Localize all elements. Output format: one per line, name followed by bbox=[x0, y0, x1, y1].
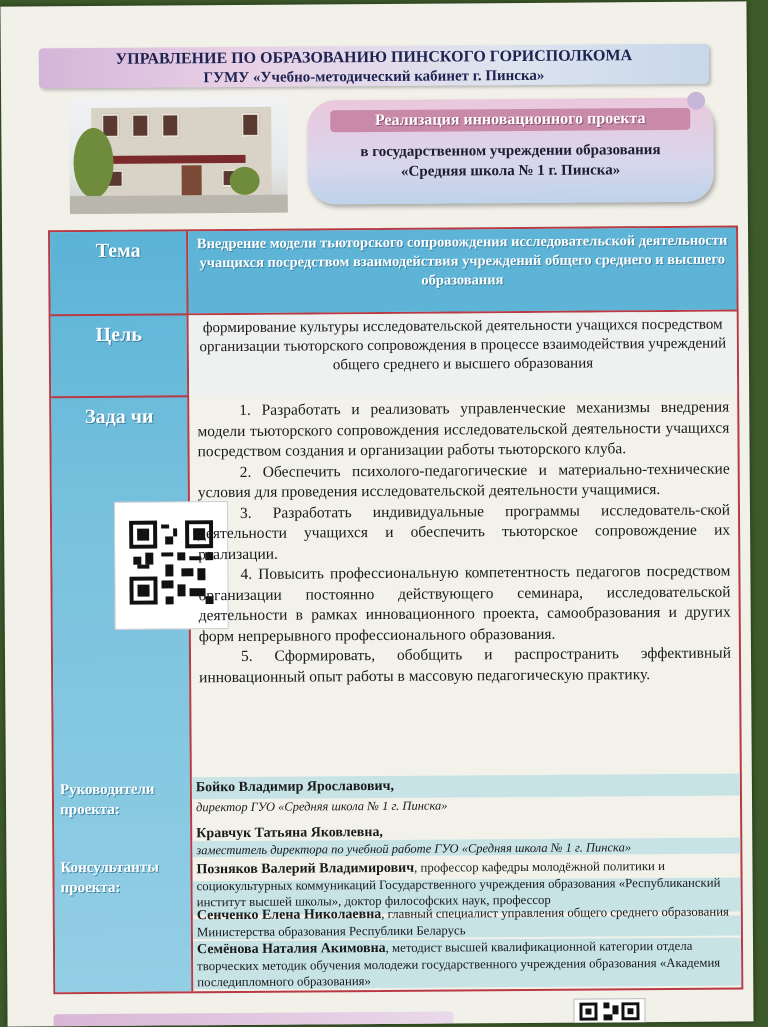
tema-label: Тема bbox=[95, 239, 141, 262]
consultant-2: Позняков Валерий Владимирович, профессор кафедры молодёжной политики и социокультурных коммуникаций Государственного учреждения образования «Республиканский институт высшей школы», доктор философских наук, профессор bbox=[196, 858, 721, 910]
leader-role: директор ГУО «Средняя школа № 1 г. Пинска» bbox=[195, 798, 448, 815]
header-line-1: УПРАВЛЕНИЕ ПО ОБРАЗОВАНИЮ ПИНСКОГО ГОРИСПОЛКОМА bbox=[115, 47, 633, 68]
poster-sheet bbox=[0, 1, 753, 1026]
consultant-1: Кравчук Татьяна Яковлевна, заместитель директора по учебной работе ГУО «Средняя школа № 1 г. Пинска» bbox=[196, 824, 632, 858]
project-subtitle-2: «Средняя школа № 1 г. Пинска» bbox=[400, 162, 621, 180]
header-banner bbox=[39, 44, 709, 89]
school-building-photo bbox=[69, 97, 288, 215]
tema-text: Внедрение модели тьюторского сопровождения исследовательской деятельности учащихся посредством взаимодействия учреждений общего среднего и высшего образования bbox=[188, 227, 737, 313]
project-title-box bbox=[307, 98, 714, 205]
task-item: 3. Разработать индивидуальные программы исследователь-ской деятельности учащихся и обеспечить тьюторское сопровождение их реализации. bbox=[198, 501, 731, 563]
leader-name: Бойко Владимир Ярославович, bbox=[195, 778, 395, 796]
zadachi-label: Зада чи bbox=[84, 405, 154, 429]
task-item: 1. Разработать и реализовать управленческие механизмы внедрения модели тьюторского сопровождения исследовательской деятельности учащихся посредством создания и организации работы тьюторского клуба. bbox=[197, 398, 730, 461]
project-info-table bbox=[48, 225, 743, 994]
cel-text: формирование культуры исследовательской деятельности учащихся посредством организации тьюторского сопровождения в процессе взаимодействия учреждений общего среднего и высшего образования bbox=[189, 311, 738, 397]
bottom-banner bbox=[53, 1011, 453, 1026]
task-item: 2. Обеспечить психолого-педагогические и материально-технические условия для проведения исследовательской деятельности учащимися. bbox=[197, 460, 730, 502]
leaders-label: Руководители проекта: bbox=[59, 781, 155, 819]
qr-code-icon bbox=[579, 1002, 639, 1026]
consultants-label: Консультанты проекта: bbox=[60, 859, 159, 897]
task-item: 5. Сформировать, обобщить и распространить эффективный инновационный опыт работы в массовую педагогическую практику. bbox=[199, 644, 732, 686]
task-item: 4. Повысить профессиональную компетентность педагогов посредством организации постоянно действующего семинара, исследовательской деятельности в рамках инновационного проекта, самообразования и других форм непрерывного профессионального образования. bbox=[198, 562, 731, 645]
qr-code-bottom[interactable] bbox=[573, 998, 645, 1026]
project-subtitle-1: в государственном учреждении образования bbox=[360, 142, 661, 161]
project-title: Реализация инновационного проекта bbox=[330, 108, 690, 133]
consultant-3: Сенченко Елена Николаевна, главный специалист управления общего среднего образования Министерства образования Республики Беларусь bbox=[196, 904, 729, 940]
tasks-list bbox=[189, 393, 740, 769]
header-line-2: ГУМУ «Учебно-методический кабинет г. Пинска» bbox=[203, 67, 545, 87]
consultant-4: Семёнова Наталия Акимовна, методист высшей квалификационной категории отдела творческих методик обучения молодежи государственного учреждения образования «Академия последипломного образования» bbox=[196, 938, 721, 990]
cel-label: Цель bbox=[95, 323, 142, 346]
